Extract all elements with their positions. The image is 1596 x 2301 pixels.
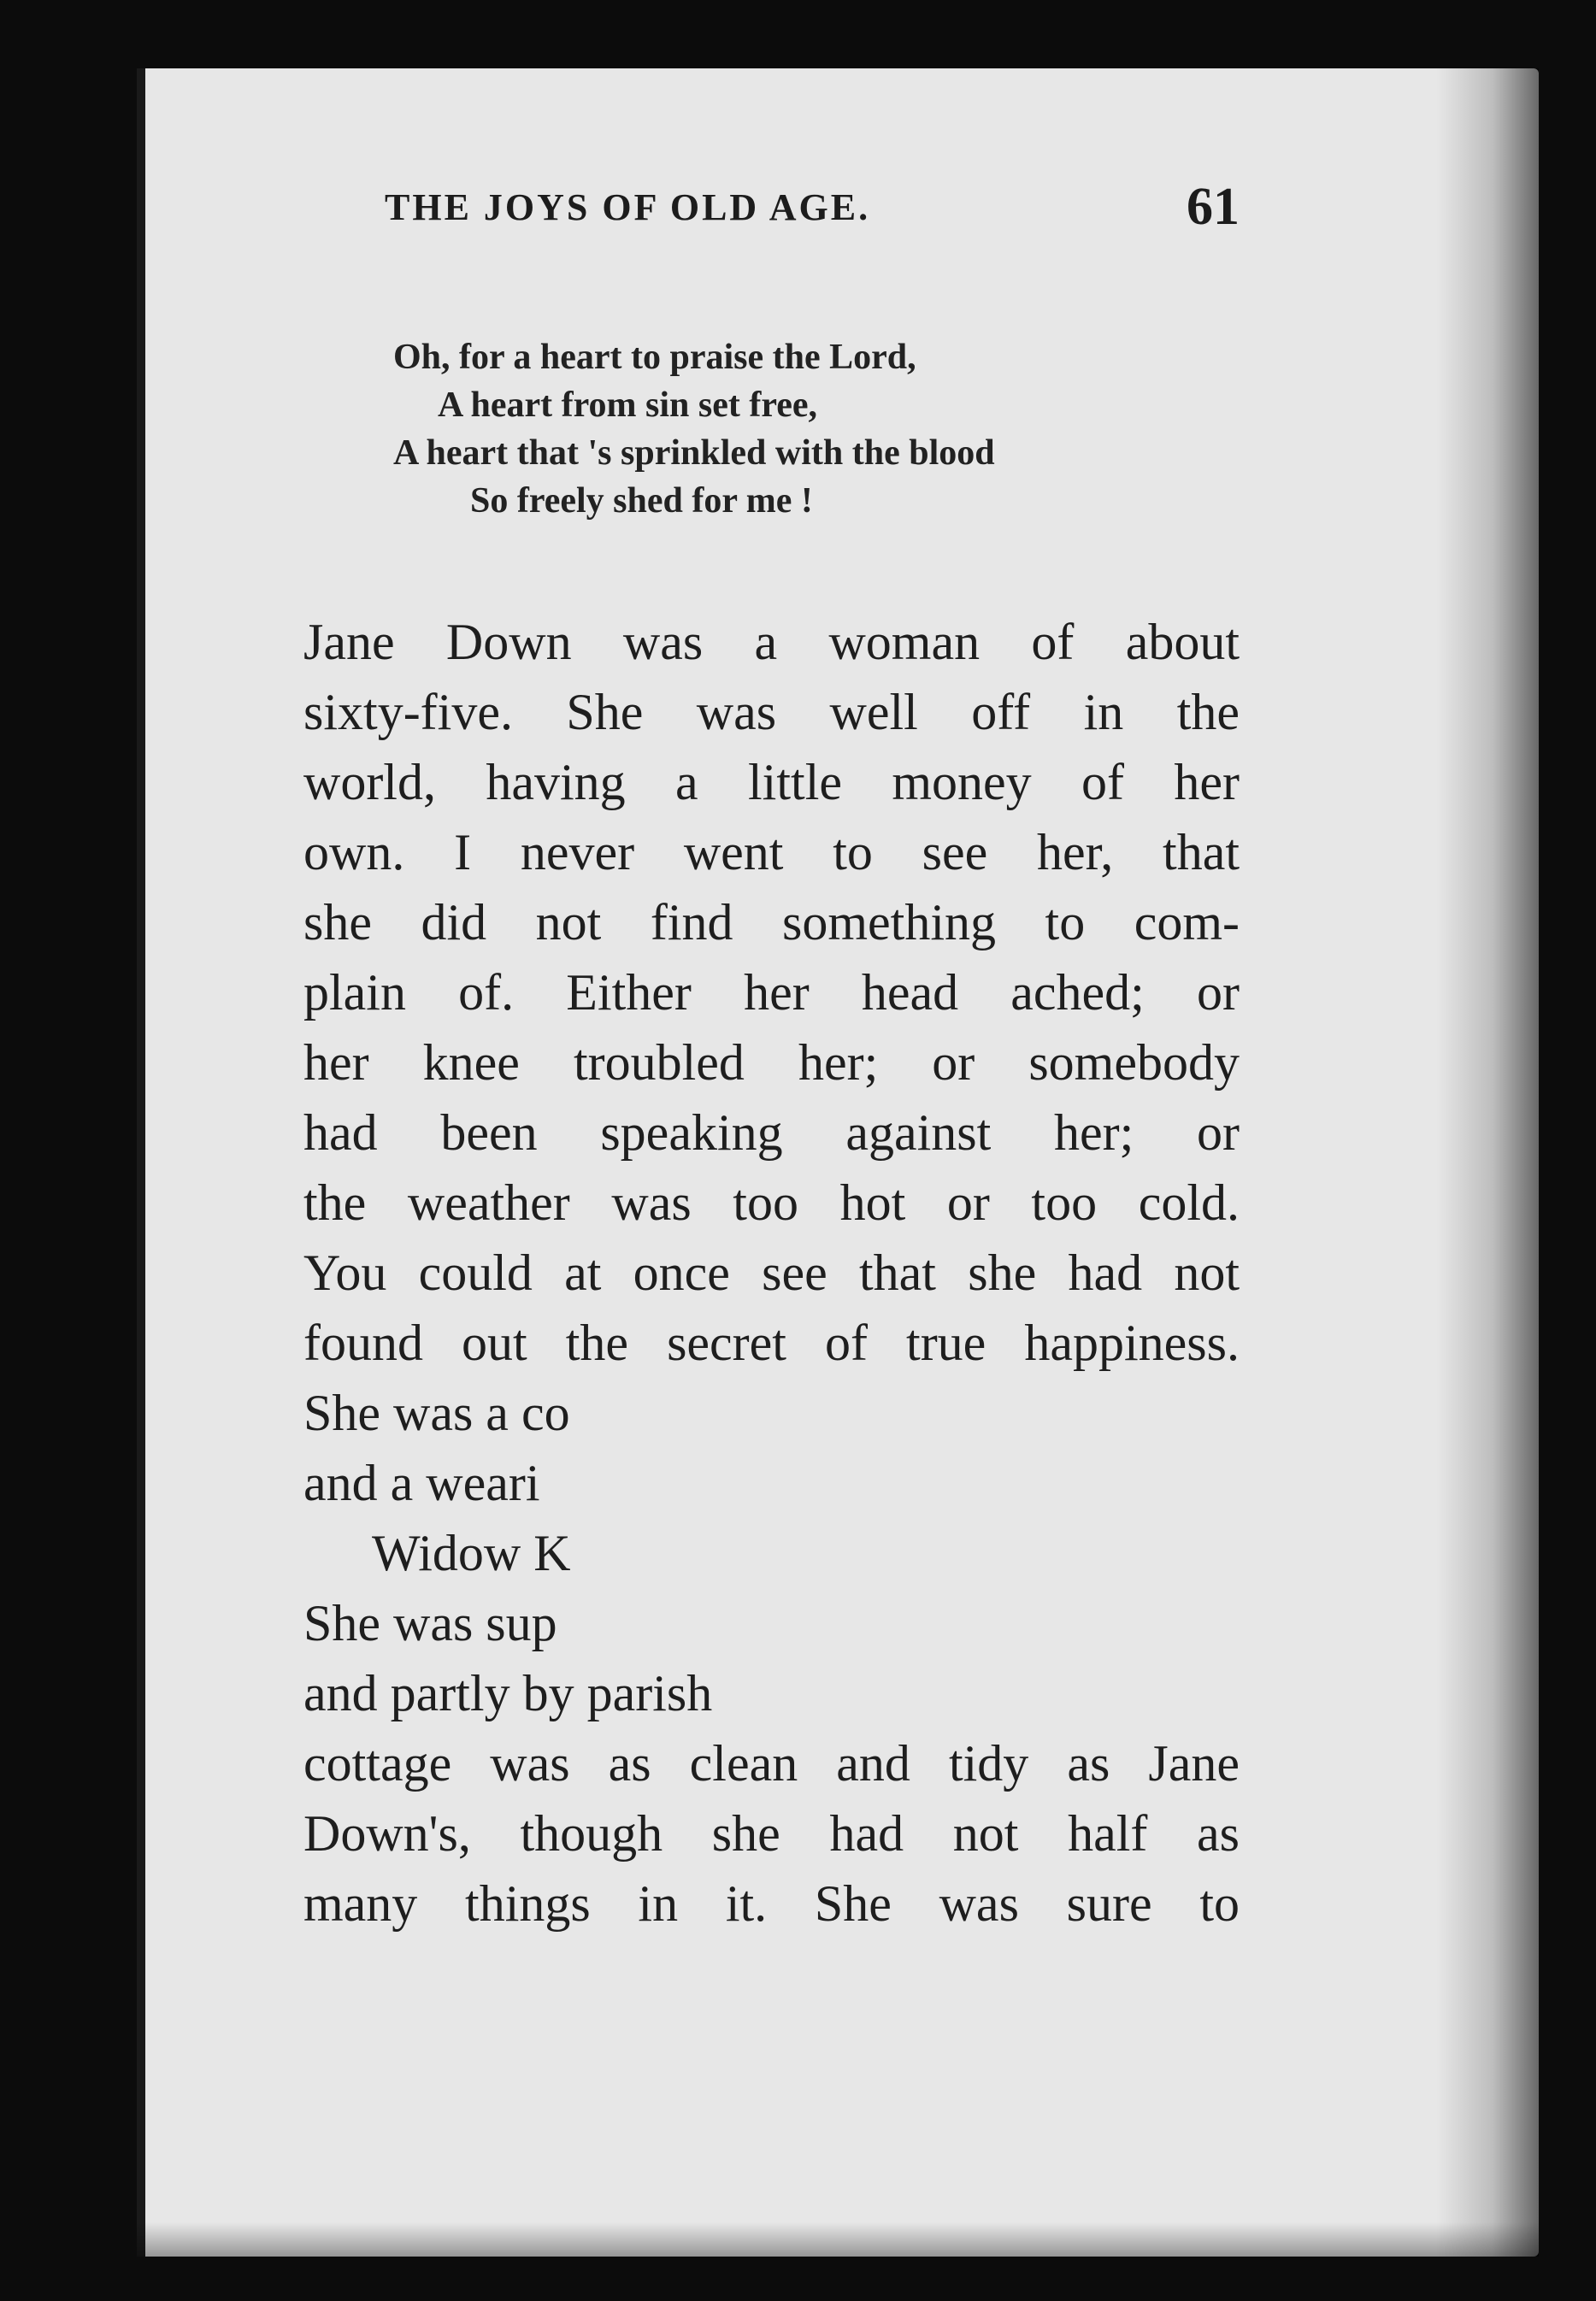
gutter-edge <box>137 68 145 2257</box>
running-title: THE JOYS OF OLD AGE. <box>385 186 871 228</box>
body-text <box>303 607 1240 1939</box>
verse-line: A heart from sin set free, <box>438 385 817 425</box>
verse-line: So freely shed for me ! <box>470 481 813 521</box>
text-line: She was sup <box>303 1595 557 1651</box>
text-line: world, having a little money of her <box>303 754 1240 810</box>
text-line: her knee troubled her; or somebody <box>303 1034 1240 1091</box>
text-line: own. I never went to see her, that <box>303 824 1240 880</box>
text-line: many things in it. She was sure to <box>303 1875 1240 1932</box>
page-edge-shadow <box>1436 68 1539 2257</box>
text-line: and partly by parish <box>303 1665 713 1721</box>
text-line: You could at once see that she had not <box>303 1245 1240 1301</box>
text-line: found out the secret of true happiness. <box>303 1315 1240 1371</box>
text-line: she did not find something to com- <box>303 894 1240 950</box>
text-line: She was a co <box>303 1385 570 1441</box>
text-line: and a weari <box>303 1455 540 1511</box>
text-line: had been speaking against her; or <box>303 1104 1240 1161</box>
hymn-verse <box>393 333 1163 525</box>
text-line: Jane Down was a woman of about <box>303 614 1240 670</box>
running-header <box>385 177 1240 262</box>
verse-line: A heart that 's sprinkled with the blood <box>393 433 995 473</box>
text-line: sixty-five. She was well off in the <box>303 684 1240 740</box>
page-bottom-shadow <box>137 2222 1539 2257</box>
text-line: cottage was as clean and tidy as Jane <box>303 1735 1240 1792</box>
verse-line: Oh, for a heart to praise the Lord, <box>393 338 916 377</box>
text-line: Widow K <box>372 1525 571 1581</box>
text-line: plain of. Either her head ached; or <box>303 964 1240 1021</box>
text-line: the weather was too hot or too cold. <box>303 1174 1240 1231</box>
page-number: 61 <box>1187 178 1240 236</box>
text-line: Down's, though she had not half as <box>303 1805 1240 1862</box>
